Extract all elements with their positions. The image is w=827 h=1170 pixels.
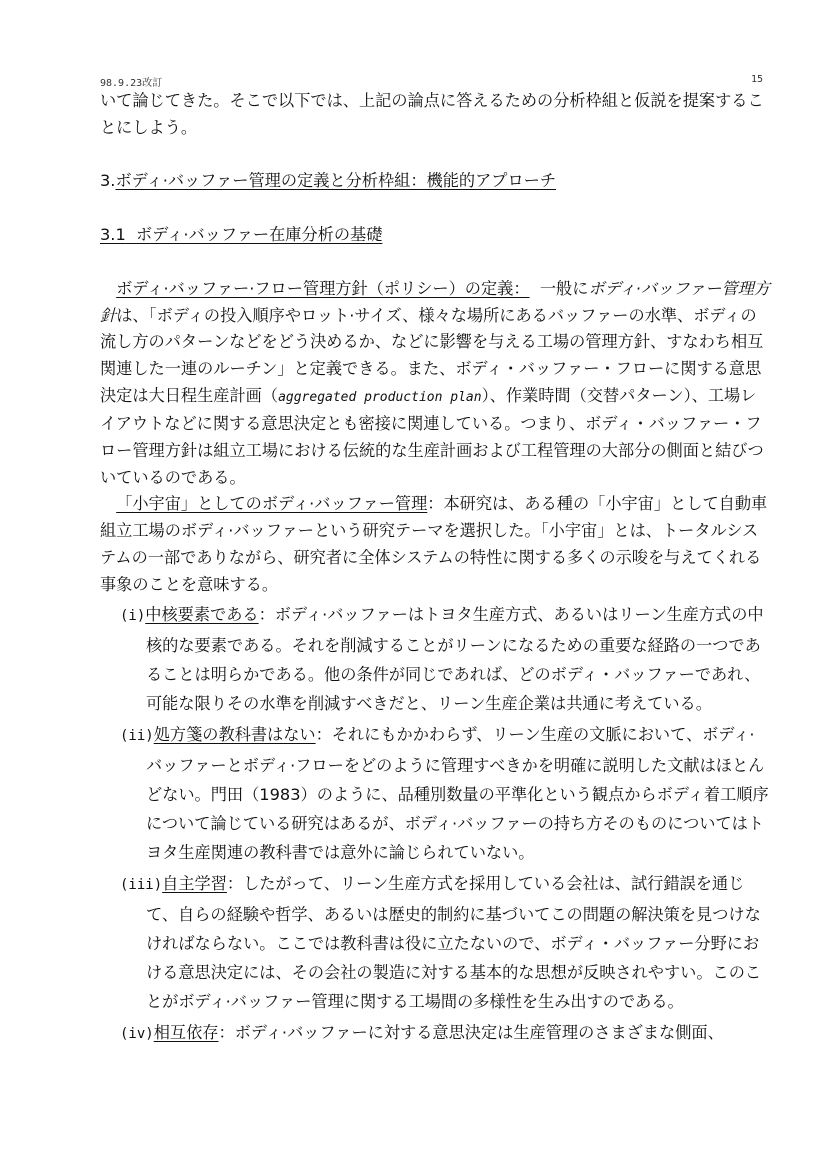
page-number: 15: [750, 74, 763, 85]
definition-paragraph: [100, 276, 770, 492]
item-text: ：したがって、リーン生産方式を採用している会社は、試行錯誤を通じて、自らの経験や哲学、あるいは歴史的制約に基づいてこの問題の解決策を見つけなければならない。ここでは教科書は役に立たないので、ボディ・バッファー分野における意思決定には、その会社の製造に対する基本的な思想が反映されやすい。このことがボディ·バッファー管理に関する工場間の多様性を生み出すのである。: [146, 874, 762, 1012]
item-number: (iii): [120, 877, 163, 894]
item-number: (i): [120, 608, 146, 625]
section-3-1-title: ボディ·バッファー在庫分析の基礎: [136, 225, 383, 245]
definition-english-term: aggregated production plan: [278, 389, 482, 405]
revision-date: 98.9.23改訂: [100, 78, 163, 89]
definition-term: ボディ·バッファー管理方針: [100, 278, 770, 325]
definition-text-2: は、「ボディの投入順序やロット·サイズ、様々な場所にあるバッファーの水準、ボディの流し方のパターンなどをどう決めるか、などに影響を与える工場の管理方針、すなわち相互関連した一連のルーチン」と定義できる。また、ボディ・バッファー・フローに関する意思決定は大日程生産計画（: [100, 305, 764, 405]
section-3-1-number: 3.1: [100, 225, 126, 245]
list-item-ii: [100, 720, 770, 867]
section-3-title: ボディ·バッファー管理の定義と分析枠組：機能的アプローチ: [115, 171, 557, 191]
list-item-iii: [100, 869, 770, 1016]
item-text: ：ボディ·バッファーはトヨタ生産方式、あるいはリーン生産方式の中核的な要素である。それを削減することがリーンになるための重要な経路の一つであることは明らかである。他の条件が同じであれば、どのボディ・バッファーであれ、可能な限りその水準を削減すべきだと、リーン生産企業は共通に考えている。: [146, 605, 764, 714]
list-item-i: [100, 600, 770, 718]
section-3-number: 3.: [100, 171, 116, 191]
item-label: 処方箋の教科書はない: [153, 725, 316, 745]
microcosm-text: ：本研究は、ある種の「小宇宙」として自動車組立工場のボディ·バッファーという研究テーマを選択した。「小宇宙」とは、トータルシステムの一部でありながら、研究者に全体システムの特性に関する多くの示唆を与えてくれる事象のことを意味する。: [100, 494, 768, 594]
item-number: (iv): [120, 1026, 154, 1043]
microcosm-paragraph: [100, 491, 770, 598]
section-3-heading: [100, 168, 770, 195]
list-item-iv: [100, 1018, 770, 1049]
intro-paragraph: いて論じてきた。そこで以下では、上記の論点に答えるための分析枠組と仮説を提案することにしよう。: [100, 91, 764, 137]
item-text: ：ボディ·バッファーに対する意思決定は生産管理のさまざまな側面、: [218, 1023, 724, 1043]
definition-text-1: 一般に: [539, 278, 589, 298]
item-label: 自主学習: [162, 874, 227, 894]
item-label: 中核要素である: [145, 605, 259, 625]
item-text: ：それにもかかわらず、リーン生産の文脈において、ボディ·バッファーとボディ·フローをどのように管理すべきかを明確に説明した文献はほとんどない。門田（1983）のように、品種別数量の平準化という観点からボディ着工順序について論じている研究はあるが、ボディ·バッファーの持ち方そのものについてはトヨタ生産関連の教科書では意外に論じられていない。: [146, 725, 769, 863]
definition-lead: ボディ·バッファー·フロー管理方針（ポリシー）の定義：: [116, 278, 530, 298]
section-3-1-heading: [100, 222, 770, 249]
definition-text-3: ）、作業時間（交替パターン）、工場レイアウトなどに関する意思決定とも密接に関連している。つまり、ボディ・バッファー・フロー管理方針は組立工場における伝統的な生産計画および工程管理の大部分の側面と結びついているのである。: [100, 385, 764, 487]
document-body: [100, 88, 770, 1049]
item-number: (ii): [120, 728, 154, 745]
microcosm-lead: 「小宇宙」としてのボディ·バッファー管理: [116, 494, 428, 514]
item-label: 相互依存: [153, 1023, 219, 1043]
